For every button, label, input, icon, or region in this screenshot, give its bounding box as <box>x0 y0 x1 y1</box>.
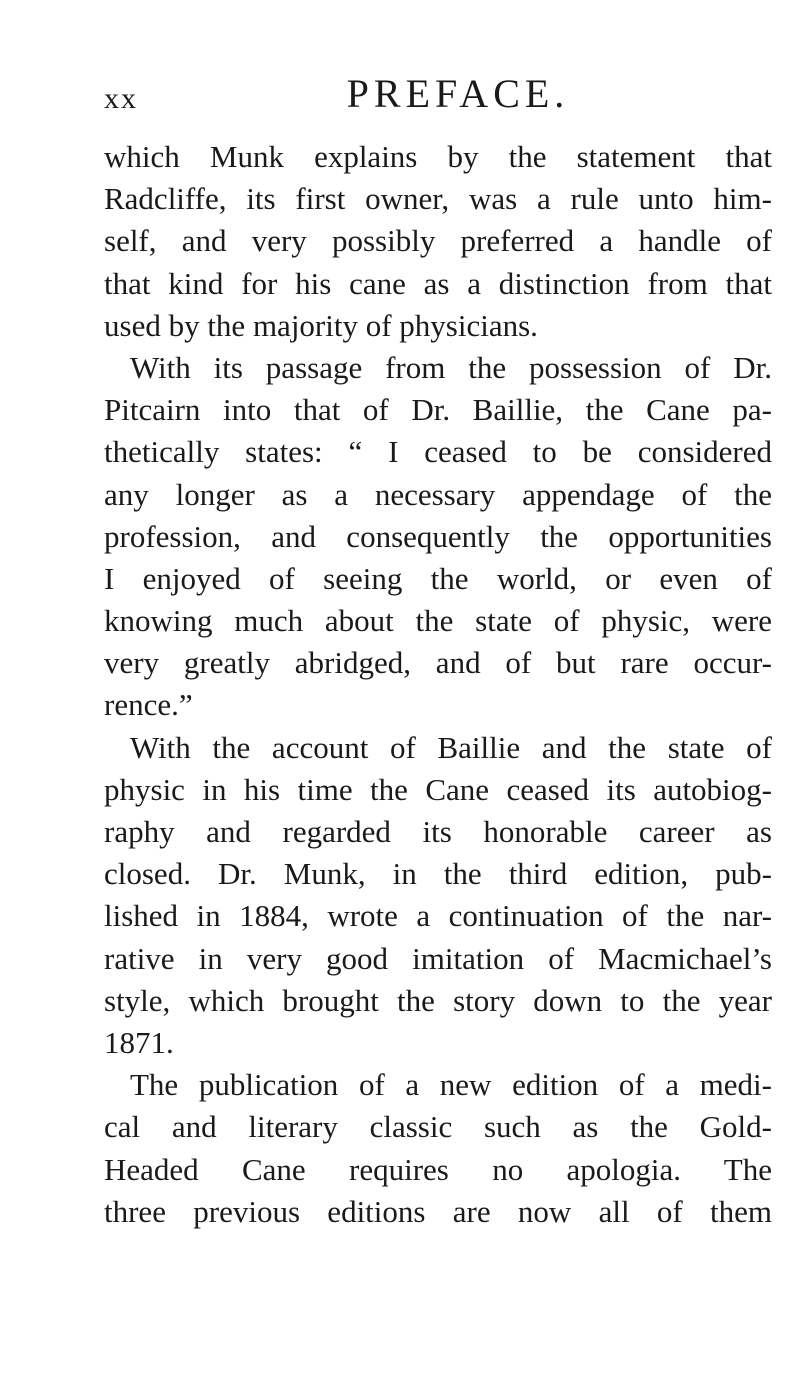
text-line: raphy and regarded its honorable career as <box>104 814 772 849</box>
text-line: profession, and consequently the opportunities <box>104 518 772 554</box>
text-line: I enjoyed of seeing the world, or even of <box>104 560 772 596</box>
paragraph-3 <box>104 727 772 1065</box>
text-line: style, which brought the story down to the year <box>104 982 772 1018</box>
text-line: used by the majority of physicians. <box>104 307 538 343</box>
text-line: rative in very good imitation of Macmichael’s <box>104 940 772 976</box>
text-line: 1871. <box>104 1024 174 1060</box>
body-text <box>104 136 772 1233</box>
text-line: Radcliffe, its first owner, was a rule unto him- <box>104 181 772 217</box>
text-line: self, and very possibly preferred a handle of <box>104 223 772 259</box>
text-line: rence.” <box>104 687 193 723</box>
text-line: physic in his time the Cane ceased its autobiog- <box>104 771 772 807</box>
running-head <box>104 70 772 130</box>
text-line: any longer as a necessary appendage of the <box>104 476 772 512</box>
paragraph-1 <box>104 136 772 347</box>
text-line: Headed Cane requires no apologia. The <box>104 1151 772 1187</box>
paragraph-4 <box>104 1064 772 1233</box>
text-line: The publication of a new edition of a medi- <box>130 1067 772 1103</box>
text-line: lished in 1884, wrote a continuation of the nar- <box>104 898 772 934</box>
text-line: which Munk explains by the statement that <box>104 139 772 174</box>
text-line: knowing much about the state of physic, were <box>104 603 772 639</box>
text-line: With its passage from the possession of Dr. <box>130 349 772 385</box>
text-line: cal and literary classic such as the Gold- <box>104 1109 772 1145</box>
book-page <box>104 70 772 1233</box>
page-number: xx <box>104 82 138 115</box>
text-line: three previous editions are now all of them <box>104 1193 772 1229</box>
text-line: Pitcairn into that of Dr. Baillie, the Cane pa- <box>104 392 772 428</box>
text-line: that kind for his cane as a distinction from that <box>104 265 772 301</box>
text-line: thetically states: “ I ceased to be considered <box>104 434 772 470</box>
text-line: very greatly abridged, and of but rare occur- <box>104 645 772 681</box>
text-line: closed. Dr. Munk, in the third edition, pub- <box>104 856 772 892</box>
paragraph-2 <box>104 347 772 727</box>
text-line: With the account of Baillie and the state of <box>130 729 772 765</box>
running-title: PREFACE. <box>346 71 570 116</box>
